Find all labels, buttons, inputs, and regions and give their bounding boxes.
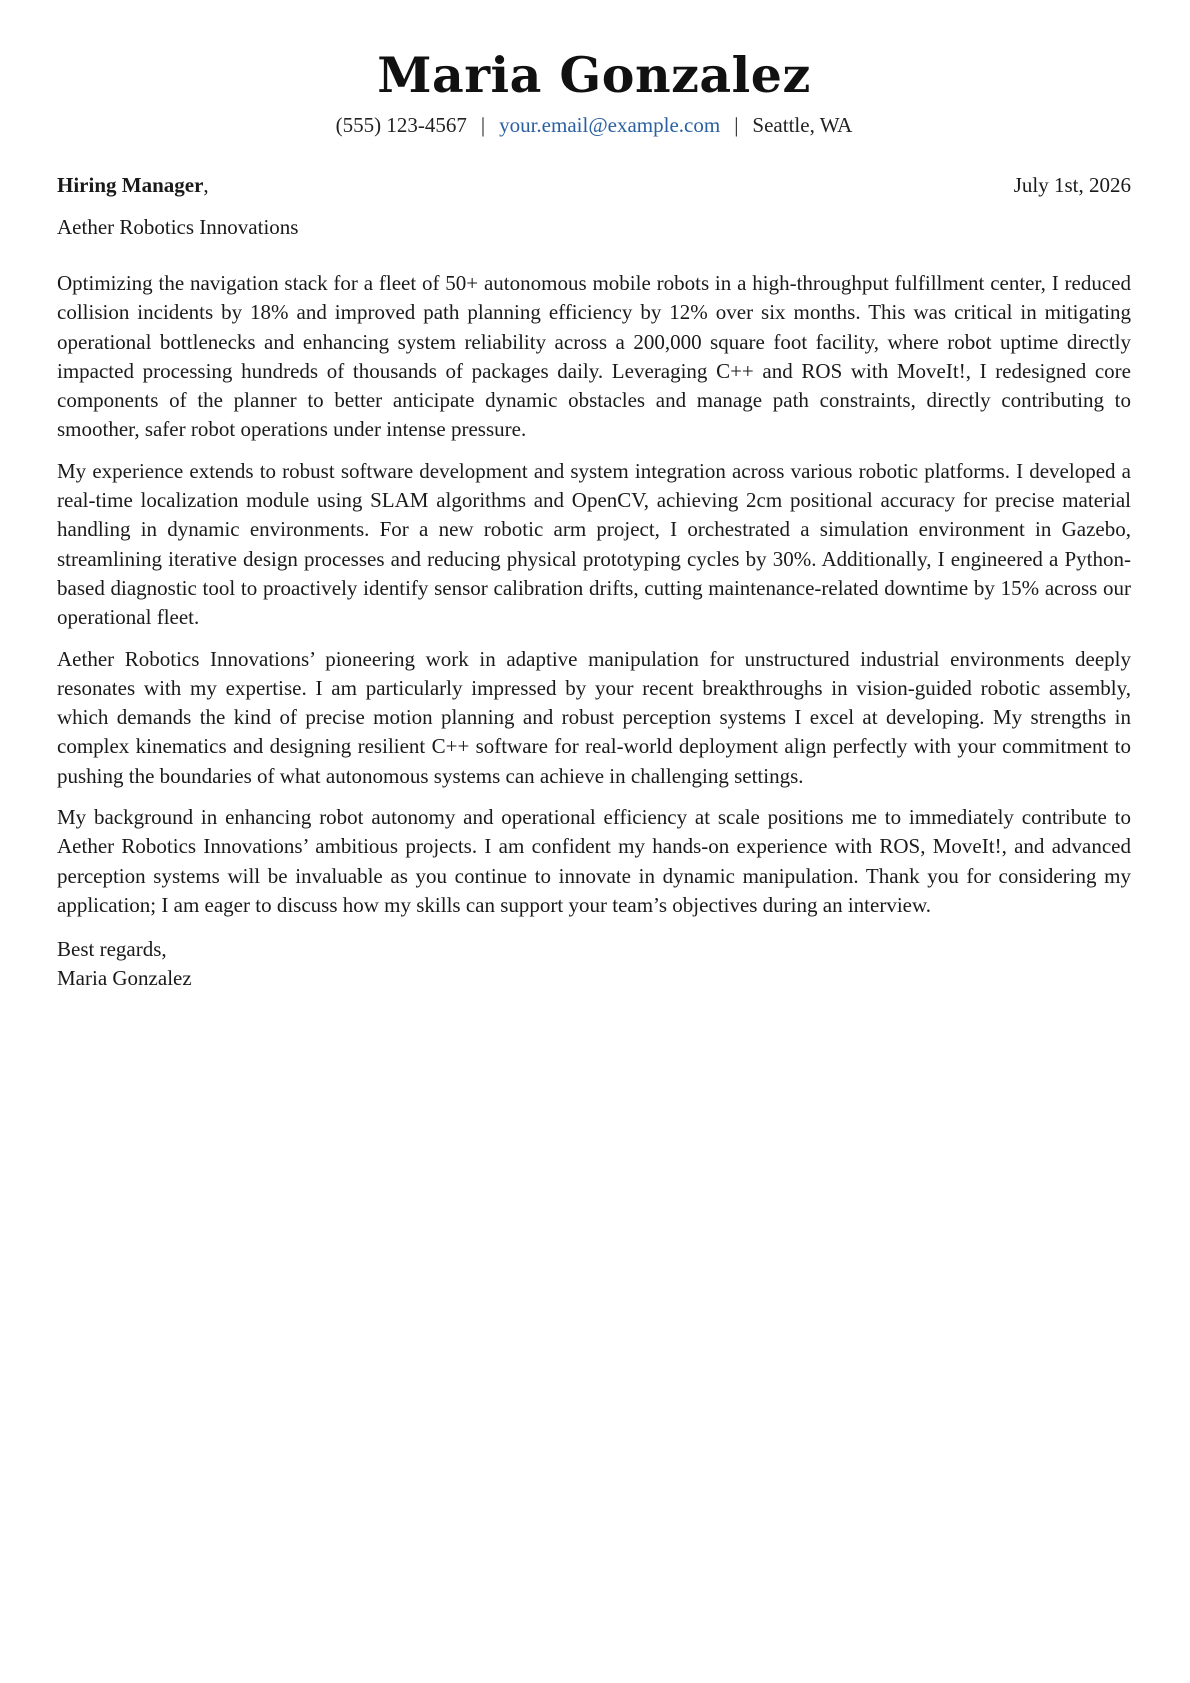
phone-number: (555) 123-4567 (335, 113, 467, 137)
email-link[interactable]: your.email@example.com (499, 113, 721, 137)
recipient-name: Hiring Manager (57, 173, 204, 197)
contact-separator: | (480, 113, 486, 137)
location: Seattle, WA (752, 113, 853, 137)
company-name: Aether Robotics Innovations (57, 215, 299, 239)
cover-letter-page (57, 0, 1131, 993)
applicant-name: Maria Gonzalez (377, 46, 811, 104)
letter-body (57, 269, 1131, 920)
body-paragraph: My background in enhancing robot autonomy and operational efficiency at scale positions me to immediately contribute to Aether Robotics Innovations’ ambitious projects. I am confident my hands-on experience with ROS, MoveIt!, and advanced perception systems will be invaluable as you continue to innovate in dynamic manipulation. Thank you for considering my application; I am eager to discuss how my skills can support your team’s objectives during an interview. (57, 805, 1131, 917)
closing-phrase: Best regards, (57, 937, 167, 962)
recipient (57, 172, 209, 198)
body-paragraph: My experience extends to robust software development and system integration across various robotic platforms. I developed a real-time localization module using SLAM algorithms and OpenCV, achieving 2cm positional accuracy for precise material handling in dynamic environments. For a new robotic arm project, I orchestrated a simulation environment in Gazebo, streamlining iterative design processes and reducing physical prototyping cycles by 30%. Additionally, I engineered a Python-based diagnostic tool to proactively identify sensor calibration drifts, cutting maintenance-related downtime by 15% across our operational fleet. (57, 458, 1131, 630)
body-paragraph: Aether Robotics Innovations’ pioneering work in adaptive manipulation for unstructured industrial environments deeply resonates with my expertise. I am particularly impressed by your recent breakthroughs in vision-guided robotic assembly, which demands the kind of precise motion planning and robust perception systems I excel at developing. My strengths in complex kinematics and designing resilient C++ software for real-world deployment align perfectly with your commitment to pushing the boundaries of what autonomous systems can achieve in challenging settings. (57, 646, 1131, 788)
contact-line (57, 112, 1131, 138)
recipient-comma: , (203, 173, 209, 197)
closing-block (57, 935, 1131, 993)
salutation-row (57, 172, 1131, 198)
letter-date: July 1st, 2026 (1013, 173, 1131, 197)
signature-name: Maria Gonzalez (57, 966, 192, 991)
body-paragraph: Optimizing the navigation stack for a fleet of 50+ autonomous mobile robots in a high-throughput fulfillment center, I reduced collision incidents by 18% and improved path planning efficiency by 12% over six months. This was critical in mitigating operational bottlenecks and enhancing system reliability across a 200,000 square foot facility, where robot uptime directly impacted processing hundreds of thousands of packages daily. Leveraging C++ and ROS with MoveIt!, I redesigned core components of the planner to better anticipate dynamic obstacles and manage path constraints, directly contributing to smoother, safer robot operations under intense pressure. (57, 271, 1131, 442)
contact-separator: | (734, 113, 739, 137)
